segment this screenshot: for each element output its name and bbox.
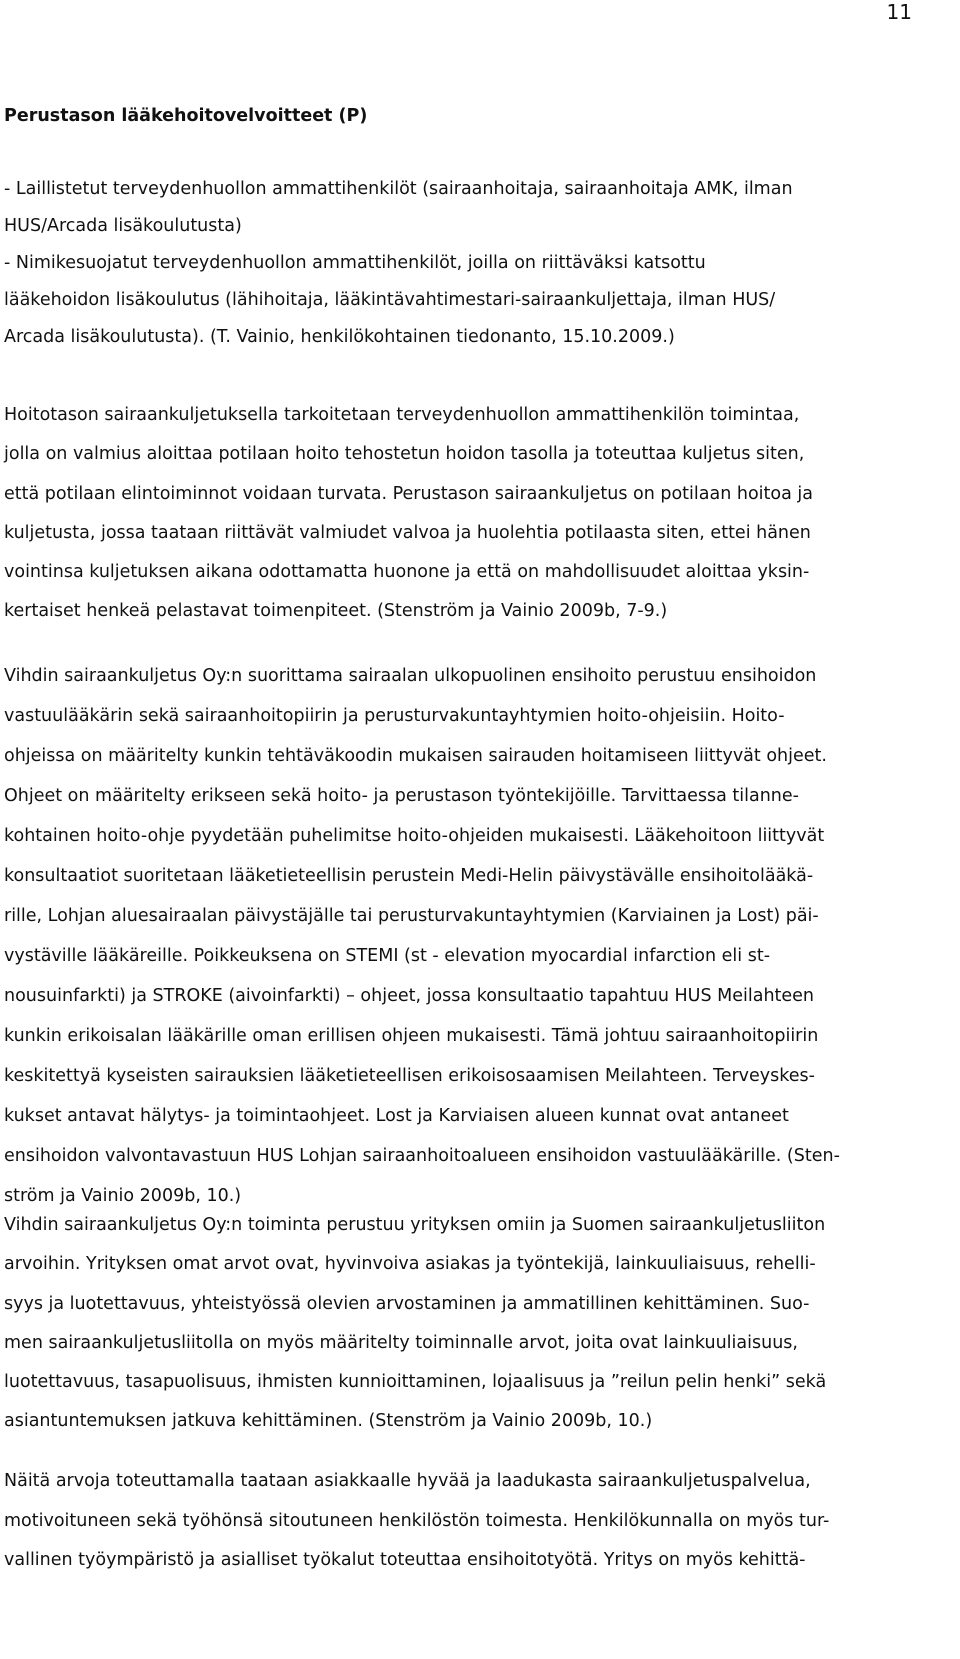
text-line: että potilaan elintoiminnot voidaan turvata. Perustason sairaankuljetus on potilaan hoitoa ja: [4, 483, 813, 504]
text-line: - Nimikesuojatut terveydenhuollon ammattihenkilöt, joilla on riittäväksi katsottu: [4, 253, 706, 273]
paragraph-treatment-guidelines: [4, 656, 840, 1216]
text-line: lääkehoidon lisäkoulutus (lähihoitaja, lääkintävahtimestari-sairaankuljettaja, ilman HUS/: [4, 290, 776, 310]
text-line: luotettavuus, tasapuolisuus, ihmisten kunnioittaminen, lojaalisuus ja ”reilun pelin henki” sekä: [4, 1372, 827, 1393]
text-line: kukset antavat hälytys- ja toimintaohjeet. Lost ja Karviaisen alueen kunnat ovat antaneet: [4, 1106, 789, 1126]
paragraph-qualification-list: [4, 171, 793, 356]
text-line: men sairaankuljetusliitolla on myös määritelty toiminnalle arvot, joita ovat lainkuuliaisuus,: [4, 1332, 798, 1353]
text-line: - Laillistetut terveydenhuollon ammattihenkilöt (sairaanhoitaja, sairaanhoitaja AMK, ilman: [4, 179, 793, 199]
text-line: Näitä arvoja toteuttamalla taataan asiakkaalle hyvää ja laadukasta sairaankuljetuspalvelua,: [4, 1471, 811, 1491]
text-line: Vihdin sairaankuljetus Oy:n toiminta perustuu yrityksen omiin ja Suomen sairaankuljetusliiton: [4, 1215, 826, 1235]
text-line: vastuulääkärin sekä sairaanhoitopiirin ja perusturvakuntayhtymien hoito-ohjeisiin. Hoito-: [4, 706, 785, 726]
text-line: jolla on valmius aloittaa potilaan hoito tehostetun hoidon tasolla ja toteuttaa kuljetus siten,: [4, 444, 805, 465]
text-line: Hoitotason sairaankuljetuksella tarkoitetaan terveydenhuollon ammattihenkilön toimintaa,: [4, 405, 800, 425]
paragraph-care-levels: [4, 396, 813, 632]
text-line: kunkin erikoisalan lääkärille oman erillisen ohjeen mukaisesti. Tämä johtuu sairaanhoitopiirin: [4, 1026, 819, 1046]
text-line: kertaiset henkeä pelastavat toimenpiteet. (Stenström ja Vainio 2009b, 7-9.): [4, 601, 668, 622]
page-number: 11: [886, 0, 912, 24]
text-line: syys ja luotettavuus, yhteistyössä olevien arvostaminen ja ammatillinen kehittäminen. Suo-: [4, 1293, 810, 1314]
text-line: ström ja Vainio 2009b, 10.): [4, 1186, 242, 1206]
text-line: HUS/Arcada lisäkoulutusta): [4, 216, 242, 236]
text-line: vointinsa kuljetuksen aikana odottamatta huonone ja että on mahdollisuudet aloittaa yksin-: [4, 562, 810, 583]
text-line: kuljetusta, jossa taataan riittävät valmiudet valvoa ja huolehtia potilaasta siten, ettei hänen: [4, 522, 811, 543]
text-line: rille, Lohjan aluesairaalan päivystäjälle tai perusturvakuntayhtymien (Karviainen ja Lost) päi-: [4, 906, 819, 926]
text-line: konsultaatiot suoritetaan lääketieteellisin perustein Medi-Helin päivystävälle ensihoitolääkä-: [4, 866, 814, 886]
text-line: ensihoidon valvontavastuun HUS Lohjan sairaanhoitoalueen ensihoidon vastuulääkärille. (Sten-: [4, 1146, 840, 1166]
text-line: nousuinfarkti) ja STROKE (aivoinfarkti) – ohjeet, jossa konsultaatio tapahtuu HUS Meilahteen: [4, 986, 815, 1006]
text-line: vallinen työympäristö ja asialliset työkalut toteuttaa ensihoitotyötä. Yritys on myös kehittä-: [4, 1550, 806, 1570]
section-heading: Perustason lääkehoitovelvoitteet (P): [4, 106, 368, 126]
text-line: Ohjeet on määritelty erikseen sekä hoito- ja perustason työntekijöille. Tarvittaessa tilanne-: [4, 786, 799, 806]
paragraph-company-values: [4, 1206, 826, 1442]
text-line: ohjeissa on määritelty kunkin tehtäväkoodin mukaisen sairauden hoitamiseen liittyvät ohjeet.: [4, 746, 827, 766]
text-line: Arcada lisäkoulutusta). (T. Vainio, henkilökohtainen tiedonanto, 15.10.2009.): [4, 327, 675, 347]
text-line: asiantuntemuksen jatkuva kehittäminen. (Stenström ja Vainio 2009b, 10.): [4, 1411, 653, 1432]
text-line: arvoihin. Yrityksen omat arvot ovat, hyvinvoiva asiakas ja työntekijä, lainkuuliaisuus, rehelli-: [4, 1254, 816, 1275]
text-line: Vihdin sairaankuljetus Oy:n suorittama sairaalan ulkopuolinen ensihoito perustuu ensihoidon: [4, 666, 817, 686]
text-line: kohtainen hoito-ohje pyydetään puhelimitse hoito-ohjeiden mukaisesti. Lääkehoitoon liittyvät: [4, 826, 825, 846]
text-line: keskitettyä kyseisten sairauksien lääketieteellisen erikoisosaamisen Meilahteen. Terveyskes-: [4, 1066, 815, 1086]
text-line: vystäville lääkäreille. Poikkeuksena on STEMI (st - elevation myocardial infarction eli st-: [4, 946, 771, 966]
text-line: motivoituneen sekä työhönsä sitoutuneen henkilöstön toimesta. Henkilökunnalla on myös tur-: [4, 1510, 830, 1531]
paragraph-service-quality: [4, 1462, 829, 1581]
